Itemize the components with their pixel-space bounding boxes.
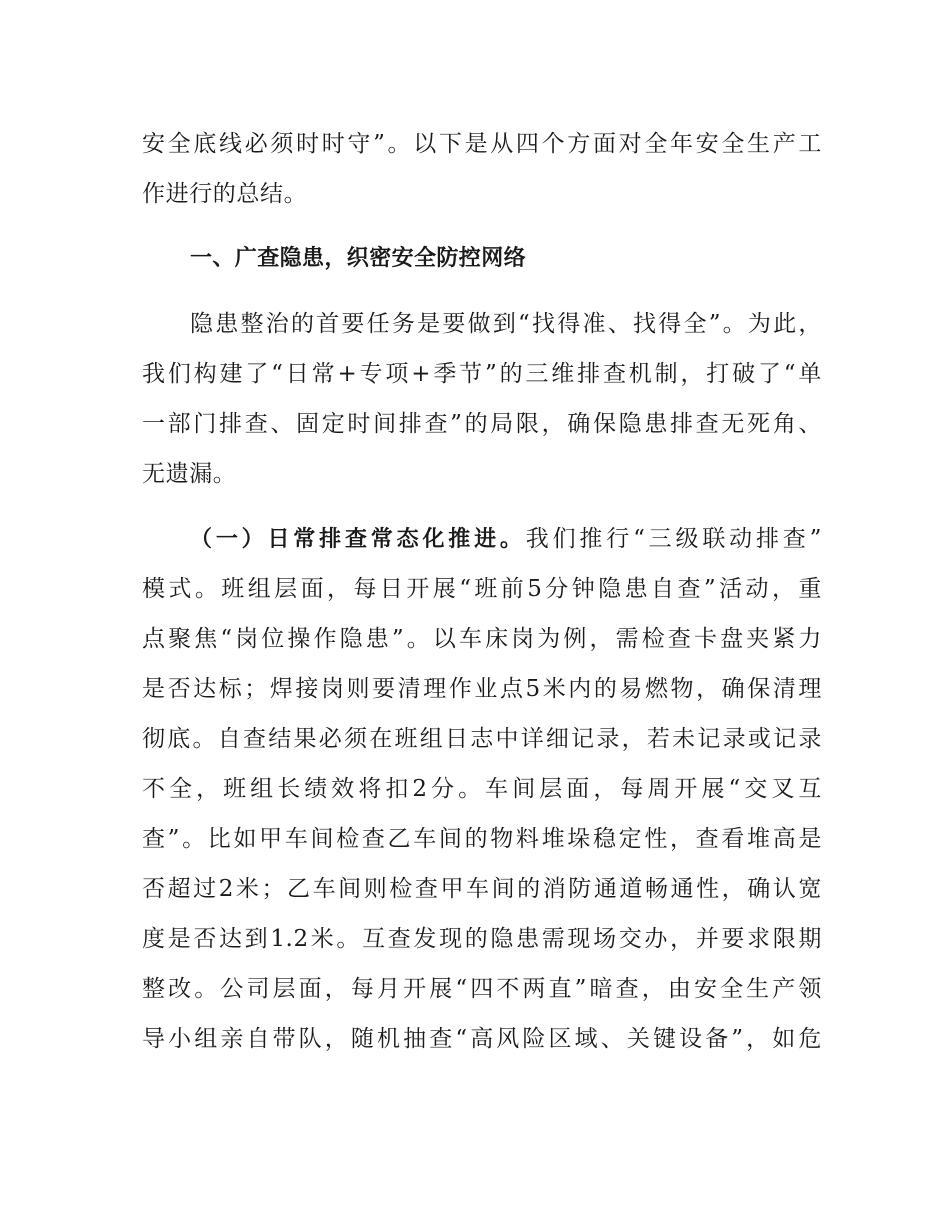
subsection1-line-3: 点聚焦“岗位操作隐患”。以车床岗为例，需检查卡盘夹紧力 xyxy=(142,626,822,652)
section1-para-line-1: 隐患整治的首要任务是要做到“找得准、找得全”。为此， xyxy=(190,311,822,337)
subsection1-line-5: 彻底。自查结果必须在班组日志中详细记录，若未记录或记录 xyxy=(142,726,822,752)
subsection1-line-1-rest: 我们推行“三级联动排查” xyxy=(525,526,822,552)
subsection1-line-4: 是否达标；焊接岗则要清理作业点5米内的易燃物，确保清理 xyxy=(142,676,822,702)
section1-para-line-2: 我们构建了“日常+专项+季节”的三维排查机制，打破了“单 xyxy=(142,361,822,387)
subsection1-line-10: 整改。公司层面，每月开展“四不两直”暗查，由安全生产领 xyxy=(142,976,822,1002)
subsection1-line-1 xyxy=(190,524,822,555)
intro-line-1: 安全底线必须时时守”。以下是从四个方面对全年安全生产工 xyxy=(142,131,822,157)
section-heading-1: 一、广查隐患，织密安全防控网络 xyxy=(190,246,527,271)
subsection1-line-7: 查”。比如甲车间检查乙车间的物料堆垛稳定性，查看堆高是 xyxy=(142,826,822,852)
subsection-heading-1: （一）日常排查常态化推进。 xyxy=(190,527,526,552)
subsection1-line-8: 否超过2米；乙车间则检查甲车间的消防通道畅通性，确认宽 xyxy=(142,876,822,902)
section1-para-line-3: 一部门排查、固定时间排查”的局限，确保隐患排查无死角、 xyxy=(142,411,822,437)
section1-para-line-4: 无遗漏。 xyxy=(142,461,237,487)
subsection1-line-2: 模式。班组层面，每日开展“班前5分钟隐患自查”活动，重 xyxy=(142,576,822,602)
intro-line-2: 作进行的总结。 xyxy=(142,181,308,207)
subsection1-line-11: 导小组亲自带队，随机抽查“高风险区域、关键设备”，如危 xyxy=(142,1026,822,1052)
subsection1-line-6: 不全，班组长绩效将扣2分。车间层面，每周开展“交叉互 xyxy=(142,776,822,802)
subsection1-line-9: 度是否达到1.2米。互查发现的隐患需现场交办，并要求限期 xyxy=(142,926,822,952)
